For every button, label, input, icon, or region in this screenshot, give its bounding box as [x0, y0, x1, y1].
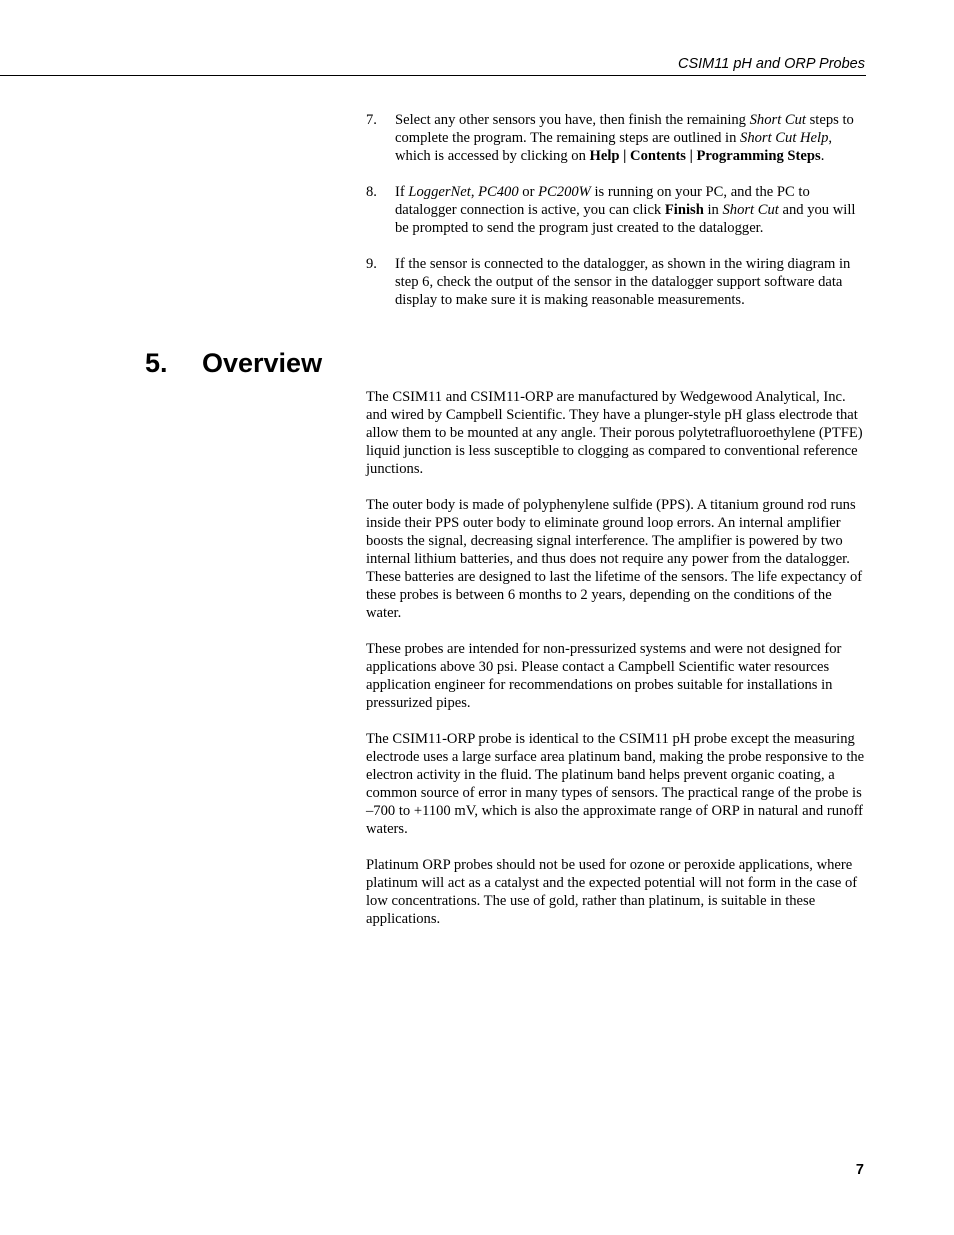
body-paragraph: The outer body is made of polyphenylene sulfide (PPS). A titanium ground rod runs inside their PPS outer body to eliminate ground loop errors. An internal amplifier boosts the signal, decreasing signal interference. The amplifier is powered by two internal lithium batteries, and thus does not require any power from the datalogger. These batteries are designed to last the lifetime of the sensors. The life expectancy of these probes is between 6 months to 2 years, depending on the conditions of the water. [366, 497, 863, 621]
step-number: 7. [366, 112, 377, 128]
step-text-bold: Help | Contents | Programming Steps [589, 148, 821, 164]
step-8 [366, 183, 866, 237]
step-text-italic: Short Cut [722, 202, 779, 218]
step-text-italic: LoggerNet [408, 184, 471, 200]
step-text-segment: , [470, 184, 479, 200]
body-paragraph: The CSIM11 and CSIM11-ORP are manufactured by Wedgewood Analytical, Inc. and wired by Campbell Scientific. They have a plunger-style pH glass electrode that allow them to be mounted at any angle. Their porous polytetrafluoroethylene (PTFE) liquid junction is less susceptible to clogging as compared to conventional reference junctions. [366, 389, 863, 477]
page-number: 7 [855, 1162, 864, 1178]
section-title: Overview [202, 348, 323, 378]
body-paragraph: These probes are intended for non-pressurized systems and were not designed for applications above 30 psi. Please contact a Campbell Scientific water resources application engineer for recommendations on probes suitable for installations in pressurized pipes. [366, 641, 842, 711]
step-text: If the sensor is connected to the datalogger, as shown in the wiring diagram in step 6, check the output of the sensor in the datalogger support software data display to make sure it is making reasonable measurements. [395, 256, 851, 308]
step-9 [366, 255, 866, 309]
step-text-italic: PC200W [538, 184, 591, 200]
step-text-segment: Select any other sensors you have, then finish the remaining [395, 112, 750, 128]
step-text-segment: or [518, 184, 539, 200]
step-text-bold: Finish [664, 202, 704, 218]
step-text-segment: is running on your PC, and the PC to datalogger connection is active, you can click [395, 184, 810, 218]
step-text-segment: , which is accessed by clicking on [395, 130, 833, 164]
step-list [366, 111, 866, 327]
step-text-italic: PC400 [478, 184, 519, 200]
step-text-segment: If [395, 184, 409, 200]
step-text-segment: and you will be prompted to send the program just created to the datalogger. [395, 202, 856, 236]
header-rule [0, 75, 866, 76]
step-text-segment: steps to complete the program. The remaining steps are outlined in [395, 112, 854, 146]
section-body [366, 388, 866, 946]
step-text-segment: in [703, 202, 723, 218]
step-text-italic: Short Cut [749, 112, 806, 128]
step-number: 9. [366, 256, 377, 272]
step-text-segment: . [820, 148, 825, 164]
section-number: 5. [145, 348, 168, 378]
running-header: CSIM11 pH and ORP Probes [678, 56, 865, 72]
step-7 [366, 111, 866, 165]
step-number: 8. [366, 184, 377, 200]
step-text [395, 111, 866, 165]
body-paragraph: Platinum ORP probes should not be used for ozone or peroxide applications, where platinum will act as a catalyst and the expected potential will not form in the case of low concentrations. The use of gold, rather than platinum, is suitable in these applications. [366, 857, 858, 927]
section-heading [145, 345, 322, 381]
step-text-italic: Short Cut Help [740, 130, 829, 146]
step-text [395, 183, 866, 237]
body-paragraph: The CSIM11-ORP probe is identical to the CSIM11 pH probe except the measuring electrode uses a large surface area platinum band, making the probe responsive to the electron activity in the fluid. The platinum band helps prevent organic coating, a common source of error in many types of sensors. The practical range of the probe is –700 to +1100 mV, which is also the approximate range of ORP in natural and runoff waters. [366, 731, 865, 837]
